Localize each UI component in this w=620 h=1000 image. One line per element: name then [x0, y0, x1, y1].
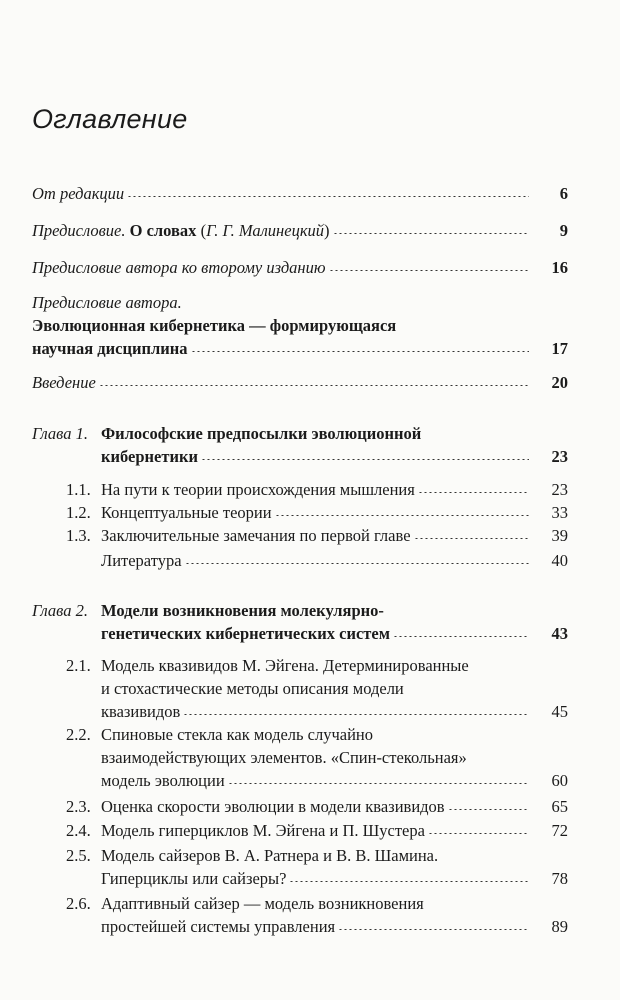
toc-page-number: 20 [551, 373, 568, 392]
chapter-title-line: кибернетики [101, 447, 199, 466]
section-title-line: Гиперциклы или сайзеры? [101, 869, 287, 888]
section-number: 2.3. [66, 797, 91, 816]
dot-leader [201, 459, 529, 460]
section-title: Литература [101, 551, 182, 570]
section-title-line[interactable]: Спиновые стекла как модель случайно [101, 725, 374, 744]
chapter-title-line[interactable]: Философские предпосылки эволюционной [101, 424, 422, 443]
toc-entry-author-preface[interactable] [32, 338, 532, 360]
toc-page-number: 45 [551, 702, 568, 721]
dot-leader [418, 492, 529, 493]
toc-section-2-2[interactable] [101, 770, 532, 792]
section-number: 1.1. [66, 480, 91, 499]
dot-leader [393, 636, 529, 637]
paren-open: ( [200, 221, 207, 240]
toc-page-number: 72 [551, 821, 568, 840]
toc-entry-label: Предисловие автора ко второму изданию [32, 258, 326, 277]
toc-page-number: 23 [551, 447, 568, 466]
toc-page-number: 65 [551, 797, 568, 816]
toc-page-number: 60 [551, 771, 568, 790]
dot-leader [191, 351, 529, 352]
toc-page-number: 16 [551, 258, 568, 277]
toc-entry-label: От редакции [32, 184, 125, 203]
dot-leader [428, 833, 529, 834]
section-number: 2.5. [66, 846, 91, 865]
toc-entry-author-preface-2[interactable] [32, 257, 532, 279]
section-title-line[interactable]: Адаптивный сайзер — модель возникновения [101, 894, 424, 913]
dot-leader [329, 270, 530, 271]
dot-leader [333, 233, 529, 234]
dot-leader [338, 929, 529, 930]
toc-page-number: 9 [559, 221, 568, 240]
toc-entry-label: Введение [32, 373, 96, 392]
toc-entry-title-line[interactable]: Эволюционная кибернетика — формирующаяся [32, 316, 397, 335]
section-title-line: квазивидов [101, 702, 181, 721]
toc-page-number: 43 [551, 624, 568, 643]
toc-section-2-6[interactable] [101, 916, 532, 938]
toc-section-references[interactable] [101, 550, 532, 572]
section-number: 2.4. [66, 821, 91, 840]
toc-section-2-1[interactable] [101, 701, 532, 723]
toc-page-number: 33 [551, 503, 568, 522]
toc-page-number: 89 [551, 917, 568, 936]
toc-page-number: 23 [551, 480, 568, 499]
section-number: 2.2. [66, 725, 91, 744]
paren-close: ) [324, 221, 330, 240]
toc-page-number: 40 [551, 551, 568, 570]
toc-section-2-5[interactable] [101, 868, 532, 890]
toc-entry-intro[interactable] [32, 372, 532, 394]
toc-entry-label: Предисловие. [32, 221, 126, 240]
section-number: 2.1. [66, 656, 91, 675]
toc-section-2-4[interactable] [101, 820, 532, 842]
section-title: На пути к теории происхождения мышления [101, 480, 415, 499]
toc-entry-title: О словах [129, 221, 197, 240]
toc-page-number: 39 [551, 526, 568, 545]
dot-leader [289, 881, 529, 882]
toc-entry-editorial[interactable] [32, 183, 532, 205]
section-title-line[interactable]: взаимодействующих элементов. «Спин-стекольная» [101, 748, 467, 767]
dot-leader [448, 809, 529, 810]
chapter-prefix: Глава 2. [32, 601, 88, 620]
section-number: 2.6. [66, 894, 91, 913]
toc-entry-preface-words[interactable] [32, 220, 532, 242]
chapter-title-line: генетических кибернетических систем [101, 624, 390, 643]
toc-entry-author: Г. Г. Малинецкий [206, 221, 325, 240]
chapter-prefix: Глава 1. [32, 424, 88, 443]
dot-leader [127, 196, 529, 197]
dot-leader [228, 783, 529, 784]
page-title: Оглавление [32, 104, 188, 134]
section-title-line[interactable]: Модель квазивидов М. Эйгена. Детерминированные [101, 656, 469, 675]
toc-section-1-1[interactable] [101, 479, 532, 501]
dot-leader [185, 563, 529, 564]
section-title-line: модель эволюции [101, 771, 225, 790]
section-title-line[interactable]: Модель сайзеров В. А. Ратнера и В. В. Шамина. [101, 846, 439, 865]
toc-section-2-3[interactable] [101, 796, 532, 818]
toc-chapter-1[interactable] [101, 446, 532, 468]
section-number: 1.2. [66, 503, 91, 522]
section-title: Оценка скорости эволюции в модели квазивидов [101, 797, 445, 816]
toc-section-1-2[interactable] [101, 502, 532, 524]
section-title: Модель гиперциклов М. Эйгена и П. Шустера [101, 821, 425, 840]
section-number: 1.3. [66, 526, 91, 545]
toc-chapter-2[interactable] [101, 623, 532, 645]
toc-page-number: 17 [551, 339, 568, 358]
toc-entry-label: Предисловие автора. [32, 293, 182, 312]
toc-entry-title-line: научная дисциплина [32, 339, 188, 358]
dot-leader [275, 515, 529, 516]
toc-page-number: 78 [551, 869, 568, 888]
toc-page-number: 6 [559, 184, 568, 203]
dot-leader [414, 538, 529, 539]
section-title-line[interactable]: и стохастические методы описания модели [101, 679, 404, 698]
chapter-title-line[interactable]: Модели возникновения молекулярно- [101, 601, 384, 620]
section-title: Заключительные замечания по первой главе [101, 526, 411, 545]
section-title: Концептуальные теории [101, 503, 272, 522]
section-title-line: простейшей системы управления [101, 917, 336, 936]
dot-leader [183, 714, 529, 715]
dot-leader [99, 385, 529, 386]
toc-section-1-3[interactable] [101, 525, 532, 547]
